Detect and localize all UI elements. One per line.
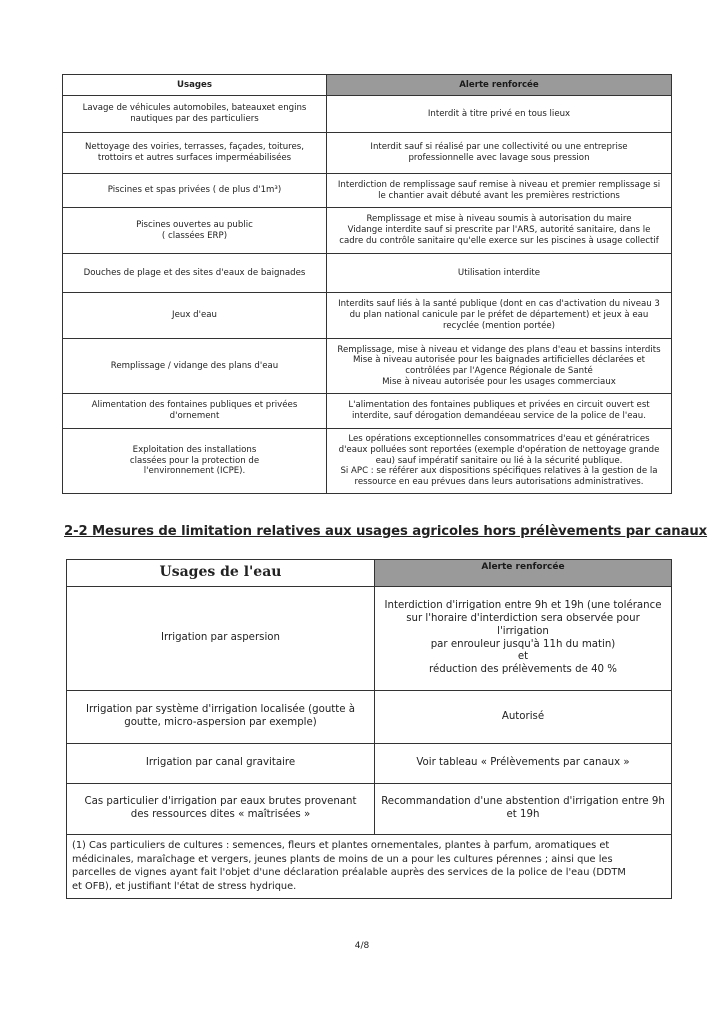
- rule-cell: [327, 394, 672, 429]
- table-row: [67, 784, 672, 835]
- text-line: Piscines et spas privées ( de plus d'1m³): [107, 185, 282, 196]
- text-line: l'environnement (ICPE).: [143, 466, 246, 477]
- text-line: Piscines ouvertes au public: [136, 219, 253, 230]
- text-line: trottoirs et autres surfaces imperméabilisées: [97, 153, 292, 163]
- text-line: Jeux d'eau: [172, 310, 217, 321]
- footnote: [67, 835, 672, 899]
- text-line: Vidange interdite sauf si prescrite par l'ARS, autorité sanitaire, dans le: [347, 225, 651, 236]
- usage-cell: [63, 96, 327, 133]
- table-row: [63, 394, 672, 429]
- text-line: Interdit sauf si réalisé par une collectivité ou une entreprise: [370, 142, 628, 153]
- rule-cell: [327, 96, 672, 133]
- text-line: contrôlées par l'Agence Régionale de Santé: [405, 366, 593, 376]
- usage-cell: [63, 293, 327, 339]
- text-line: réduction des prélèvements de 40 %: [429, 664, 617, 675]
- text-line: Mise à niveau autorisée pour les baignades artificielles déclarées et: [352, 355, 646, 366]
- text-line: ( classées ERP): [161, 230, 228, 241]
- text-line: des ressources dites « maîtrisées »: [130, 809, 311, 820]
- table-row: [63, 429, 672, 494]
- rule-cell: [327, 429, 672, 494]
- text-line: sur l'horaire d'interdiction sera observée pour l'irrigation: [406, 613, 640, 637]
- text-line: Remplissage, mise à niveau et vidange des plans d'eau et bassins interdits: [337, 344, 661, 355]
- text-line: Lavage de véhicules automobiles, bateauxet engins: [82, 103, 307, 114]
- text-line: (1) Cas particuliers de cultures : semences, fleurs et plantes ornementales, plantes à parfum, aromatiques et: [72, 840, 610, 851]
- rule-cell: [375, 691, 672, 744]
- text-line: eau) sauf impératif sanitaire ou lié à la sécurité publique.: [375, 455, 623, 466]
- table-header-row: [63, 75, 672, 96]
- table-row: [63, 133, 672, 174]
- text-line: Interdits sauf liés à la santé publique (dont en cas d'activation du niveau 3: [338, 299, 660, 310]
- text-line: Irrigation par canal gravitaire: [145, 757, 296, 769]
- text-line: Nettoyage des voiries, terrasses, façades, toitures,: [84, 142, 305, 153]
- usage-cell: [67, 784, 375, 835]
- usage-cell: [63, 429, 327, 494]
- rule-cell: [327, 254, 672, 293]
- header-alerte-renforcee: Alerte renforcée: [327, 75, 672, 96]
- table-row: [63, 96, 672, 133]
- text-line: médicinales, maraîchage et vergers, jeunes plants de moins de un a pour les cultures pérennes ; ainsi que les: [72, 853, 613, 865]
- text-line: ressource en eau prévues dans leurs autorisations administratives.: [354, 477, 644, 488]
- page-number: 4/8: [354, 941, 370, 951]
- text-line: interdite, sauf dérogation demandéeau service de la police de l'eau.: [352, 411, 646, 421]
- text-line: du plan national canicule par le préfet de département) et jeux à eau: [349, 310, 649, 321]
- table-row: [63, 174, 672, 208]
- table-row: [63, 339, 672, 394]
- text-line: Cas particulier d'irrigation par eaux brutes provenant: [84, 796, 357, 808]
- text-line: par enrouleur jusqu'à 11h du matin): [430, 638, 616, 650]
- text-line: Les opérations exceptionnelles consommatrices d'eau et génératrices: [348, 434, 650, 445]
- rule-cell: [327, 174, 672, 208]
- usage-cell: [63, 339, 327, 394]
- rule-cell: [327, 293, 672, 339]
- text-line: Remplissage / vidange des plans d'eau: [110, 360, 279, 371]
- header-alerte-renforcee: Alerte renforcée: [375, 560, 672, 587]
- footnote-row: [67, 835, 672, 899]
- text-line: d'ornement: [169, 411, 220, 421]
- text-line: Voir tableau « Prélèvements par canaux »: [416, 757, 630, 769]
- text-line: Irrigation par aspersion: [161, 632, 280, 644]
- header-usages-de-l-eau: Usages de l'eau: [67, 560, 375, 587]
- text-line: Autorisé: [501, 710, 545, 722]
- text-line: Remplissage et mise à niveau soumis à autorisation du maire: [366, 214, 632, 225]
- usage-cell: [67, 744, 375, 784]
- text-line: le chantier avait débuté avant les premières restrictions: [378, 190, 620, 201]
- table-row: [67, 744, 672, 784]
- text-line: Interdiction de remplissage sauf remise à niveau et premier remplissage si: [337, 179, 661, 190]
- rule-cell: [375, 587, 672, 691]
- text-line: recyclée (mention portée): [442, 320, 556, 331]
- table-header-row: [67, 560, 672, 587]
- usage-cell: [63, 174, 327, 208]
- text-line: d'eaux polluées sont reportées (exemple d'opération de nettoyage grande: [338, 444, 660, 455]
- rule-cell: [375, 784, 672, 835]
- table-row: [63, 293, 672, 339]
- text-line: Si APC : se référer aux dispositions spécifiques relatives à la gestion de la: [340, 466, 658, 477]
- usage-cell: [63, 133, 327, 174]
- section-title: 2-2 Mesures de limitation relatives aux usages agricoles hors prélèvements par canaux: [64, 524, 708, 539]
- text-line: L'alimentation des fontaines publiques et privées en circuit ouvert est: [348, 400, 650, 411]
- text-line: Interdit à titre privé en tous lieux: [427, 108, 571, 119]
- rule-cell: [327, 339, 672, 394]
- header-usages: Usages: [63, 75, 327, 96]
- text-line: professionnelle avec lavage sous pression: [408, 153, 590, 163]
- text-line: goutte, micro-aspersion par exemple): [124, 717, 317, 728]
- text-line: Utilisation interdite: [457, 267, 541, 278]
- text-line: et: [517, 651, 529, 663]
- usage-cell: [63, 208, 327, 254]
- usage-cell: [67, 691, 375, 744]
- table-row: [63, 208, 672, 254]
- text-line: cadre du contrôle sanitaire qu'elle exerce sur les piscines à usage collectif: [339, 235, 659, 246]
- rule-cell: [375, 744, 672, 784]
- usage-cell: [67, 587, 375, 691]
- text-line: nautiques par des particuliers: [130, 114, 259, 124]
- text-line: Douches de plage et des sites d'eaux de baignades: [83, 267, 306, 278]
- text-line: Recommandation d'une abstention d'irrigation entre 9h: [381, 796, 665, 808]
- table-row: [67, 691, 672, 744]
- text-line: classées pour la protection de: [129, 455, 260, 466]
- text-line: Mise à niveau autorisée pour les usages commerciaux: [382, 376, 616, 387]
- text-line: et OFB), et justifiant l'état de stress hydrique.: [72, 881, 297, 893]
- restrictions-table: [62, 74, 672, 494]
- text-line: Exploitation des installations: [132, 444, 257, 455]
- rule-cell: [327, 133, 672, 174]
- rule-cell: [327, 208, 672, 254]
- text-line: Alimentation des fontaines publiques et privées: [91, 400, 298, 411]
- table-row: [63, 254, 672, 293]
- text-line: parcelles de vignes ayant fait l'objet d'une déclaration préalable auprès des services de la police de l'eau (DDTM: [72, 867, 626, 879]
- text-line: Irrigation par système d'irrigation localisée (goutte à: [85, 704, 356, 716]
- usage-cell: [63, 394, 327, 429]
- text-line: Interdiction d'irrigation entre 9h et 19h (une tolérance: [384, 600, 662, 612]
- usage-cell: [63, 254, 327, 293]
- table-row: [67, 587, 672, 691]
- text-line: et 19h: [506, 809, 540, 820]
- agricultural-usage-table: [66, 559, 672, 899]
